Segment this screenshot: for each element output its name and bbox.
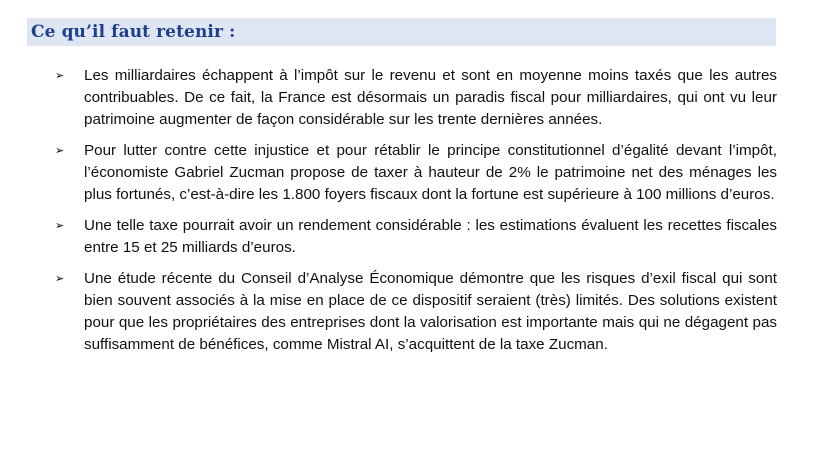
list-item (55, 65, 777, 131)
list-item (55, 215, 777, 259)
section-header (27, 18, 776, 46)
list-item (55, 140, 777, 206)
section-title: Ce qu’il faut retenir : (31, 22, 236, 42)
arrow-bullet-icon: ➢ (55, 272, 65, 285)
list-item (55, 268, 777, 356)
list-item-text: Les milliardaires échappent à l’impôt sur le revenu et sont en moyenne moins taxés que les autres contribuables. De ce fait, la France est désormais un paradis fiscal pour milliardaires, qui ont vu leur patrimoine augmenter de façon considérable sur les trente dernières années. (84, 67, 777, 128)
key-points-list (55, 65, 777, 365)
list-item-text: Une telle taxe pourrait avoir un rendement considérable : les estimations évaluent les recettes fiscales entre 15 et 25 milliards d’euros. (84, 217, 777, 256)
list-item-text: Pour lutter contre cette injustice et pour rétablir le principe constitutionnel d’égalité devant l’impôt, l’économiste Gabriel Zucman propose de taxer à hauteur de 2% le patrimoine net des ménages les plus fortunés, c’est-à-dire les 1.800 foyers fiscaux dont la fortune est supérieure à 100 millions d’euros. (84, 142, 777, 203)
arrow-bullet-icon: ➢ (55, 144, 65, 157)
arrow-bullet-icon: ➢ (55, 219, 65, 232)
list-item-text: Une étude récente du Conseil d’Analyse Économique démontre que les risques d’exil fiscal qui sont bien souvent associés à la mise en place de ce dispositif seraient (très) limités. Des solutions existent pour que les propriétaires des entreprises dont la valorisation est importante mais qui ne dégagent pas suffisamment de bénéfices, comme Mistral AI, s’acquittent de la taxe Zucman. (84, 270, 777, 353)
arrow-bullet-icon: ➢ (55, 69, 65, 82)
